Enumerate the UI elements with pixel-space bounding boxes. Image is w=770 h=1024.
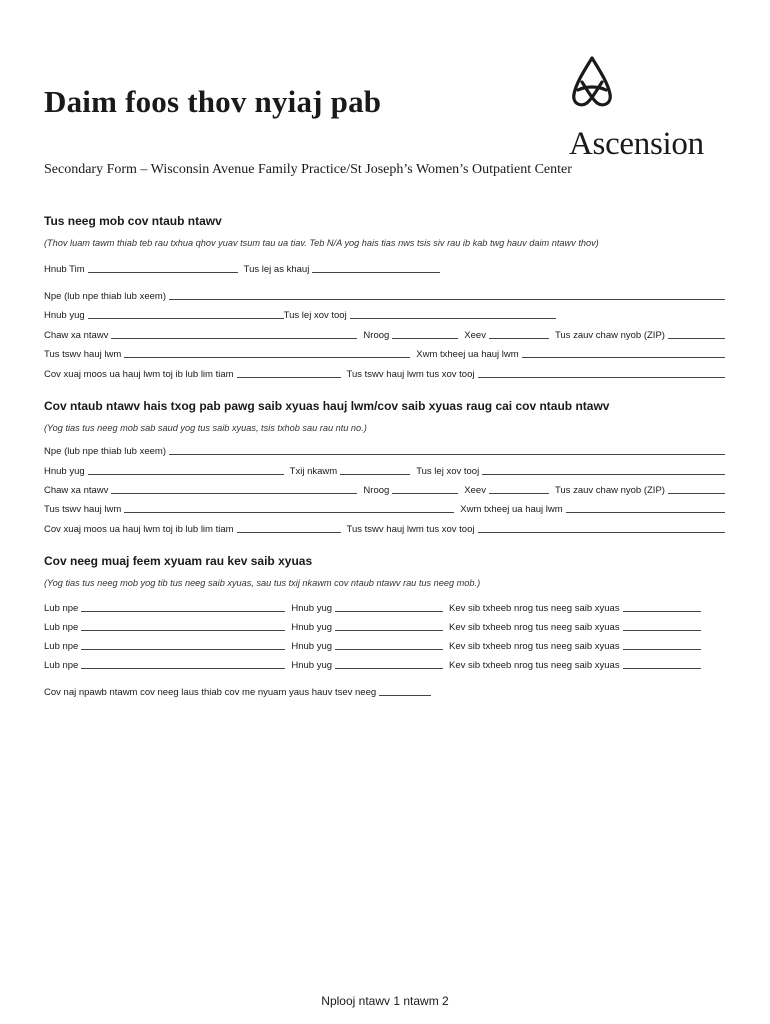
field-label: Lub npe	[44, 622, 79, 633]
field-label: Chaw xa ntawv	[44, 330, 109, 341]
phone-field[interactable]	[350, 308, 556, 319]
field-label: Kev sib txheeb nrog tus neeg saib xyuas	[449, 660, 620, 671]
household-member-row	[44, 657, 714, 671]
member-dob-field[interactable]	[335, 620, 443, 631]
applicant-row-6	[44, 366, 725, 380]
spouse-city-field[interactable]	[392, 483, 458, 494]
field-label: Npe (lub npe thiab lub xeem)	[44, 291, 166, 302]
member-relationship-field[interactable]	[623, 601, 701, 612]
spouse-relationship-field[interactable]	[340, 464, 410, 475]
field-label: Cov naj npawb ntawm cov neeg laus thiab cov me nyuam yaus hauv tsev neeg	[44, 687, 377, 698]
household-total-field[interactable]	[379, 685, 431, 696]
member-dob-field[interactable]	[335, 658, 443, 669]
field-label: Tus lej xov tooj	[416, 466, 480, 477]
field-label: Tus tswv hauj lwm tus xov tooj	[346, 369, 475, 380]
spouse-section-heading: Cov ntaub ntawv hais txog pab pawg saib xyuas hauj lwm/cov saib xyuas raug cai cov ntaub ntawv	[44, 399, 610, 413]
spouse-row-2	[44, 463, 725, 477]
spouse-zip-field[interactable]	[668, 483, 725, 494]
form-title: Daim foos thov nyiaj pab	[44, 84, 382, 119]
member-relationship-field[interactable]	[623, 658, 701, 669]
spouse-row-4	[44, 501, 725, 515]
field-label: Kev sib txheeb nrog tus neeg saib xyuas	[449, 622, 620, 633]
spouse-state-field[interactable]	[489, 483, 549, 494]
member-name-field[interactable]	[81, 658, 285, 669]
field-label: Lub npe	[44, 603, 79, 614]
spouse-row-1	[44, 443, 725, 457]
member-dob-field[interactable]	[335, 601, 443, 612]
field-label: Chaw xa ntawv	[44, 485, 109, 496]
field-label: Hnub yug	[291, 622, 333, 633]
ascension-logo-text: Ascension	[569, 126, 704, 162]
applicant-row-2	[44, 288, 725, 302]
member-dob-field[interactable]	[335, 639, 443, 650]
field-label: Hnub yug	[44, 310, 85, 321]
applicant-row-4	[44, 327, 725, 341]
applicant-row-5	[44, 346, 725, 360]
employer-phone-field[interactable]	[478, 367, 726, 378]
field-label: Cov xuaj moos ua hauj lwm toj ib lub lim tiam	[44, 524, 234, 535]
hours-per-week-field[interactable]	[237, 367, 341, 378]
field-label: Xeev	[464, 485, 486, 496]
field-label: Npe (lub npe thiab lub xeem)	[44, 446, 166, 457]
applicant-section-heading: Tus neeg mob cov ntaub ntawv	[44, 214, 222, 228]
field-label: Tus tswv hauj lwm	[44, 504, 122, 515]
spouse-phone-field[interactable]	[482, 464, 725, 475]
employment-status-field[interactable]	[522, 347, 725, 358]
field-label: Lub npe	[44, 660, 79, 671]
zip-field[interactable]	[668, 328, 725, 339]
applicant-row-1	[44, 261, 454, 275]
field-label: Cov xuaj moos ua hauj lwm toj ib lub lim tiam	[44, 369, 234, 380]
spouse-employer-field[interactable]	[124, 502, 454, 513]
member-name-field[interactable]	[81, 601, 285, 612]
household-section-heading: Cov neeg muaj feem xyuam rau kev saib xyuas	[44, 554, 313, 568]
dob-field[interactable]	[88, 308, 284, 319]
spouse-hours-field[interactable]	[237, 522, 341, 533]
spouse-employer-phone-field[interactable]	[478, 522, 726, 533]
field-label: Hnub yug	[291, 641, 333, 652]
household-member-row	[44, 619, 714, 633]
field-label: Nroog	[363, 330, 390, 341]
ascension-logo-icon	[568, 54, 616, 110]
household-total-row	[44, 684, 464, 698]
applicant-row-3	[44, 307, 556, 321]
field-label: Tus tswv hauj lwm	[44, 349, 122, 360]
field-label: Txij nkawm	[289, 466, 338, 477]
field-label: Lub npe	[44, 641, 79, 652]
field-label: Hnub yug	[291, 603, 333, 614]
member-name-field[interactable]	[81, 639, 285, 650]
spouse-employment-status-field[interactable]	[566, 502, 725, 513]
spouse-dob-field[interactable]	[88, 464, 284, 475]
household-section-note: (Yog tias tus neeg mob yog tib tus neeg saib xyuas, sau tus txij nkawm cov ntaub ntawv rau tus neeg mob.)	[44, 578, 481, 588]
household-member-row	[44, 638, 714, 652]
field-label: Kev sib txheeb nrog tus neeg saib xyuas	[449, 603, 620, 614]
full-name-field[interactable]	[169, 289, 725, 300]
state-field[interactable]	[489, 328, 549, 339]
member-relationship-field[interactable]	[623, 639, 701, 650]
account-number-field[interactable]	[312, 262, 440, 273]
field-label: Xwm txheej ua hauj lwm	[460, 504, 563, 515]
spouse-address-field[interactable]	[111, 483, 357, 494]
field-label: Hnub Tim	[44, 264, 85, 275]
field-label: Kev sib txheeb nrog tus neeg saib xyuas	[449, 641, 620, 652]
spouse-row-5	[44, 521, 725, 535]
page-number: Nplooj ntawv 1 ntawm 2	[321, 994, 449, 1008]
field-label: Hnub yug	[291, 660, 333, 671]
spouse-row-3	[44, 482, 725, 496]
employer-field[interactable]	[124, 347, 410, 358]
household-member-row	[44, 600, 714, 614]
field-label: Hnub yug	[44, 466, 85, 477]
field-label: Tus lej as khauj	[243, 264, 310, 275]
member-relationship-field[interactable]	[623, 620, 701, 631]
spouse-section-note: (Yog tias tus neeg mob sab saud yog tus saib xyuas, tsis txhob sau rau ntu no.)	[44, 423, 367, 433]
city-field[interactable]	[392, 328, 458, 339]
field-label: Tus zauv chaw nyob (ZIP)	[554, 330, 665, 341]
field-label: Tus tswv hauj lwm tus xov tooj	[346, 524, 475, 535]
applicant-section-note: (Thov luam tawm thiab teb rau txhua qhov yuav tsum tau ua tiav. Teb N/A yog hais tias nws tsis siv rau ib kab twg hauv daim ntawv thov)	[44, 238, 599, 248]
member-name-field[interactable]	[81, 620, 285, 631]
field-label: Xwm txheej ua hauj lwm	[416, 349, 519, 360]
field-label: Tus zauv chaw nyob (ZIP)	[554, 485, 665, 496]
spouse-full-name-field[interactable]	[169, 444, 725, 455]
address-field[interactable]	[111, 328, 357, 339]
first-name-field[interactable]	[88, 262, 238, 273]
field-label: Nroog	[363, 485, 390, 496]
field-label: Xeev	[464, 330, 486, 341]
form-subtitle: Secondary Form – Wisconsin Avenue Family Practice/St Joseph’s Women’s Outpatient Center	[44, 162, 572, 177]
field-label: Tus lej xov tooj	[283, 310, 347, 321]
